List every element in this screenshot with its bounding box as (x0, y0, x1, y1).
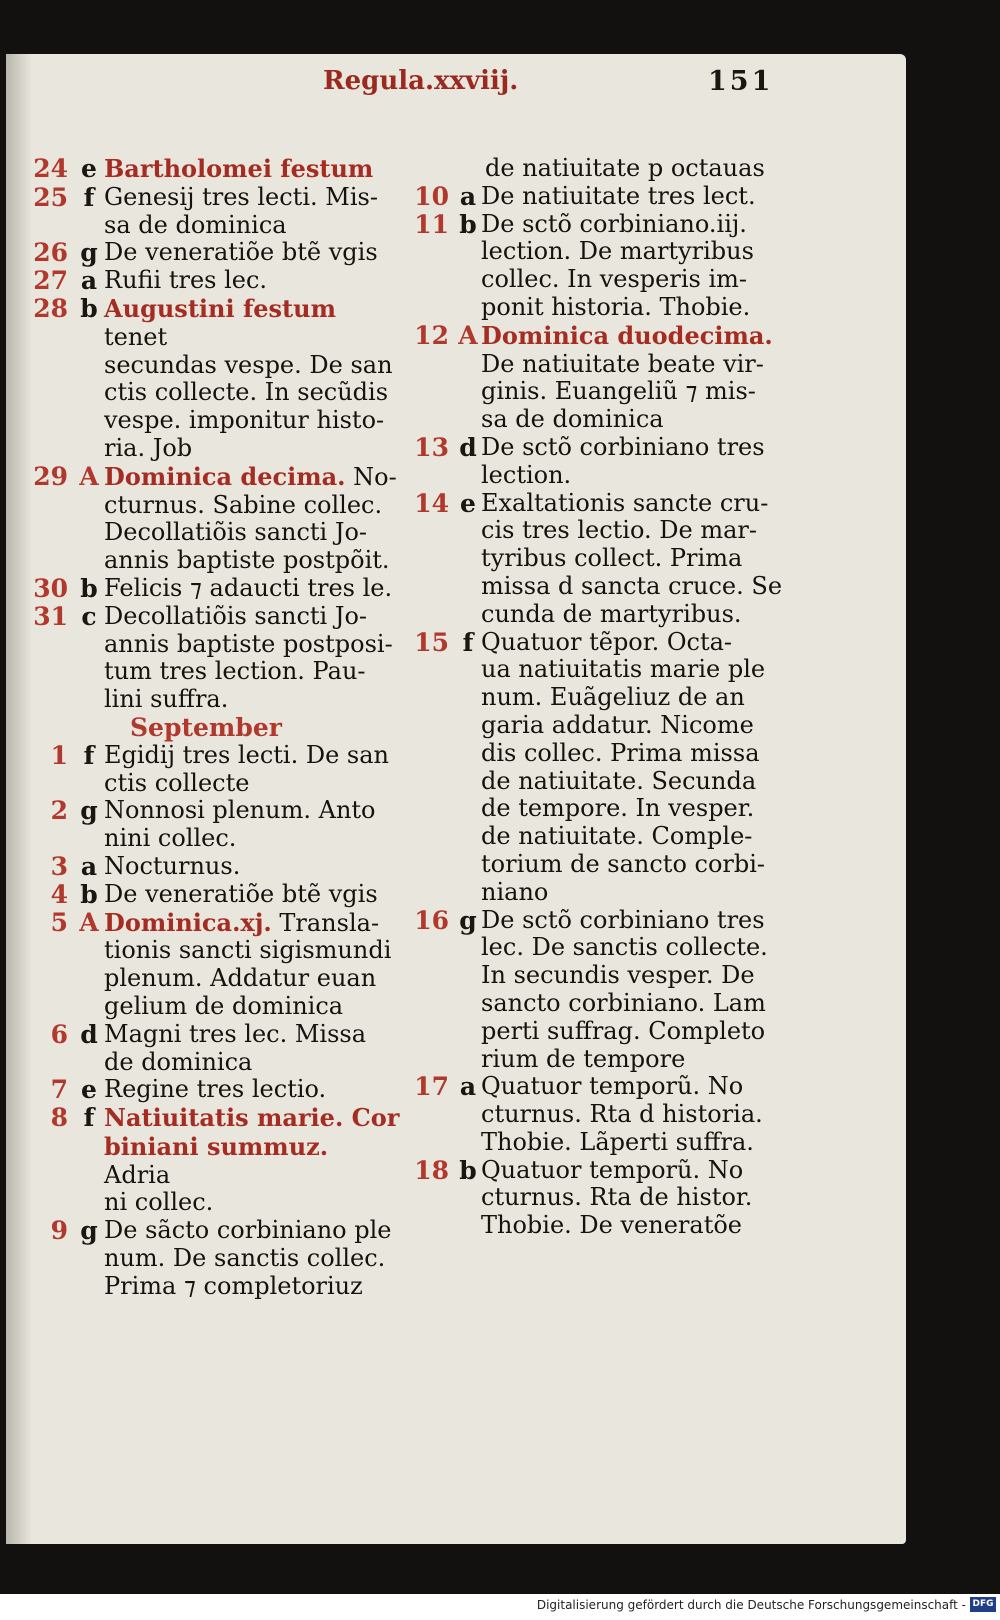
left-calendar-column (30, 155, 400, 1301)
dominical-letter: A (79, 907, 99, 937)
dominical-letter: A (458, 320, 478, 350)
day-number: 7 (50, 1075, 68, 1105)
entry-text: De sãcto corbiniano ple num. De sanctis collec. Prima ⁊ completoriuz (104, 1216, 392, 1300)
dominical-letter: g (80, 238, 98, 268)
dominical-letter: b (80, 573, 98, 603)
dominical-letter: g (80, 796, 98, 826)
entry-text: Decollatiõis sancti Jo- annis baptiste postposi- tum tres lection. Pau- lini suffra. (104, 601, 393, 714)
calendar-entry (30, 909, 400, 1021)
dominical-letter: e (81, 154, 97, 183)
day-number: 15 (414, 627, 449, 657)
footer-bar (0, 1594, 1000, 1620)
running-header: Regula.xxviij. (323, 66, 519, 96)
dominical-letter: e (460, 488, 476, 518)
dominical-letter: e (81, 1075, 97, 1105)
entry-text: Nonnosi plenum. Anto nini collec. (104, 796, 376, 853)
calendar-entry (30, 1021, 400, 1077)
day-number: 9 (50, 1216, 68, 1246)
right-calendar-column (405, 155, 795, 1240)
calendar-entry (30, 1104, 400, 1217)
entry-text: De natiuitate tres lect. (481, 181, 756, 210)
calendar-entry (30, 575, 400, 603)
day-number: 5 (50, 907, 68, 937)
day-number: 2 (50, 796, 68, 826)
entry-text: De sctõ corbiniano tres lection. (481, 432, 765, 489)
calendar-entry (405, 211, 795, 322)
dominical-letter: a (459, 1072, 477, 1102)
dominical-letter: A (79, 461, 99, 491)
entry-text: Bartholomei festum (104, 154, 374, 183)
entry-text: Natiuitatis marie. Cor biniani summuz. Adria ni collec. (104, 1103, 400, 1217)
day-number: 25 (33, 182, 68, 212)
calendar-entry (405, 1157, 795, 1240)
calendar-entry (30, 742, 400, 798)
entry-text: Regine tres lectio. (104, 1075, 327, 1104)
entry-text: De sctõ corbiniano.iij. lection. De martyribus collec. In vesperis im- ponit historia. Thobie. (481, 209, 754, 321)
entry-text: Dominica decima. No- cturnus. Sabine collec. Decollatiõis sancti Jo- annis baptiste postpõit. (104, 461, 397, 575)
day-number: 17 (414, 1072, 449, 1102)
dominical-letter: a (80, 851, 98, 881)
dominical-letter: a (459, 181, 477, 211)
dominical-letter: f (462, 627, 474, 657)
day-number: 18 (414, 1155, 449, 1185)
entry-text: Quatuor temporũ. No cturnus. Rta de histor. Thobie. De veneratõe (481, 1155, 753, 1240)
day-number: 24 (33, 154, 68, 183)
day-number: 31 (33, 601, 68, 631)
continued-entry-text: de natiuitate p octauas (485, 154, 765, 182)
entry-text: Magni tres lec. Missa de dominica (104, 1019, 367, 1076)
entry-text: Dominica.xj. Transla- tionis sancti sigismundi plenum. Addatur euan gelium de dominica (104, 907, 392, 1020)
entry-text: De veneratiõe btẽ vgis (104, 238, 378, 267)
day-number: 29 (33, 461, 68, 491)
day-number: 11 (414, 209, 449, 239)
dominical-letter: d (80, 1019, 98, 1049)
day-number: 27 (33, 266, 68, 296)
day-number: 30 (33, 573, 68, 603)
entry-text: Quatuor temporũ. No cturnus. Rta d historia. Thobie. Lãperti suffra. (481, 1072, 763, 1156)
entry-text: Felicis ⁊ adaucti tres le. (104, 573, 393, 602)
entry-text: Nocturnus. (104, 851, 241, 880)
entry-text: Augustini festum tenet secundas vespe. De san ctis collecte. In secũdis vespe. imponitur histo- ria. Job (104, 293, 393, 462)
day-number: 3 (50, 851, 68, 881)
calendar-entry (30, 184, 400, 240)
entry-text: Dominica duodecima. De natiuitate beate vir- ginis. Euangeliũ ⁊ mis- sa de dominica (481, 320, 773, 434)
day-number: 12 (414, 320, 449, 350)
dominical-letter: b (459, 1155, 477, 1185)
dominical-letter: a (80, 266, 98, 296)
entry-text: Rufii tres lec. (104, 266, 268, 295)
dominical-letter: f (83, 740, 95, 770)
entry-text: Egidij tres lecti. De san ctis collecte (104, 740, 389, 797)
day-number: 13 (414, 432, 449, 462)
day-number: 8 (50, 1103, 68, 1133)
dfg-logo: DFG (970, 1597, 996, 1612)
calendar-entry (405, 907, 795, 1074)
entry-text: Exaltationis sancte cru- cis tres lectio. De mar- tyribus collect. Prima missa d sancta cruce. Se cunda de martyribus. (481, 488, 783, 628)
day-number: 4 (50, 879, 68, 909)
calendar-entry (30, 1076, 400, 1104)
calendar-entry (30, 239, 400, 267)
entry-text: Quatuor tẽpor. Octa- ua natiuitatis marie ple num. Euãgeliuz de an garia addatur. Nicome dis collec. Prima missa de natiuitate. Secunda de tempore. In vesper. de natiuitate. Comple- torium de sancto corbi- niano (481, 627, 766, 906)
calendar-entry (30, 853, 400, 881)
day-number: 28 (33, 293, 68, 323)
calendar-entry (405, 183, 795, 211)
dominical-letter: d (459, 432, 477, 462)
dominical-letter: f (83, 1103, 95, 1133)
calendar-entry (30, 155, 400, 184)
calendar-entry (30, 1217, 400, 1300)
calendar-entry (30, 603, 400, 714)
dominical-letter: g (459, 905, 477, 935)
calendar-entry (30, 295, 400, 463)
day-number: 1 (50, 740, 68, 770)
dominical-letter: b (80, 879, 98, 909)
calendar-entry (30, 797, 400, 853)
entry-text: De sctõ corbiniano tres lec. De sanctis collecte. In secundis vesper. De sancto corbiniano. Lam perti suffrag. Completo rium de tempore (481, 905, 768, 1073)
dominical-letter: b (459, 209, 477, 239)
dominical-letter: b (80, 293, 98, 323)
calendar-entry (30, 267, 400, 295)
calendar-entry (405, 1073, 795, 1156)
calendar-entry (30, 881, 400, 909)
dominical-letter: c (81, 601, 97, 631)
calendar-entry (30, 463, 400, 575)
entry-text: De veneratiõe btẽ vgis (104, 879, 378, 908)
day-number: 16 (414, 905, 449, 935)
calendar-entry (405, 434, 795, 490)
page-gutter-shadow (6, 54, 32, 1544)
entry-text: Genesij tres lecti. Mis- sa de dominica (104, 182, 378, 239)
dominical-letter: g (80, 1216, 98, 1246)
calendar-entry (405, 490, 795, 629)
day-number: 6 (50, 1019, 68, 1049)
month-heading: September (130, 712, 282, 742)
page-number: 151 (708, 66, 774, 97)
day-number: 14 (414, 488, 449, 518)
calendar-entry (405, 629, 795, 907)
dominical-letter: f (83, 182, 95, 212)
day-number: 26 (33, 238, 68, 268)
footer-credit: Digitalisierung gefördert durch die Deutsche Forschungsgemeinschaft - (536, 1598, 966, 1612)
day-number: 10 (414, 181, 449, 211)
calendar-entry (405, 322, 795, 434)
